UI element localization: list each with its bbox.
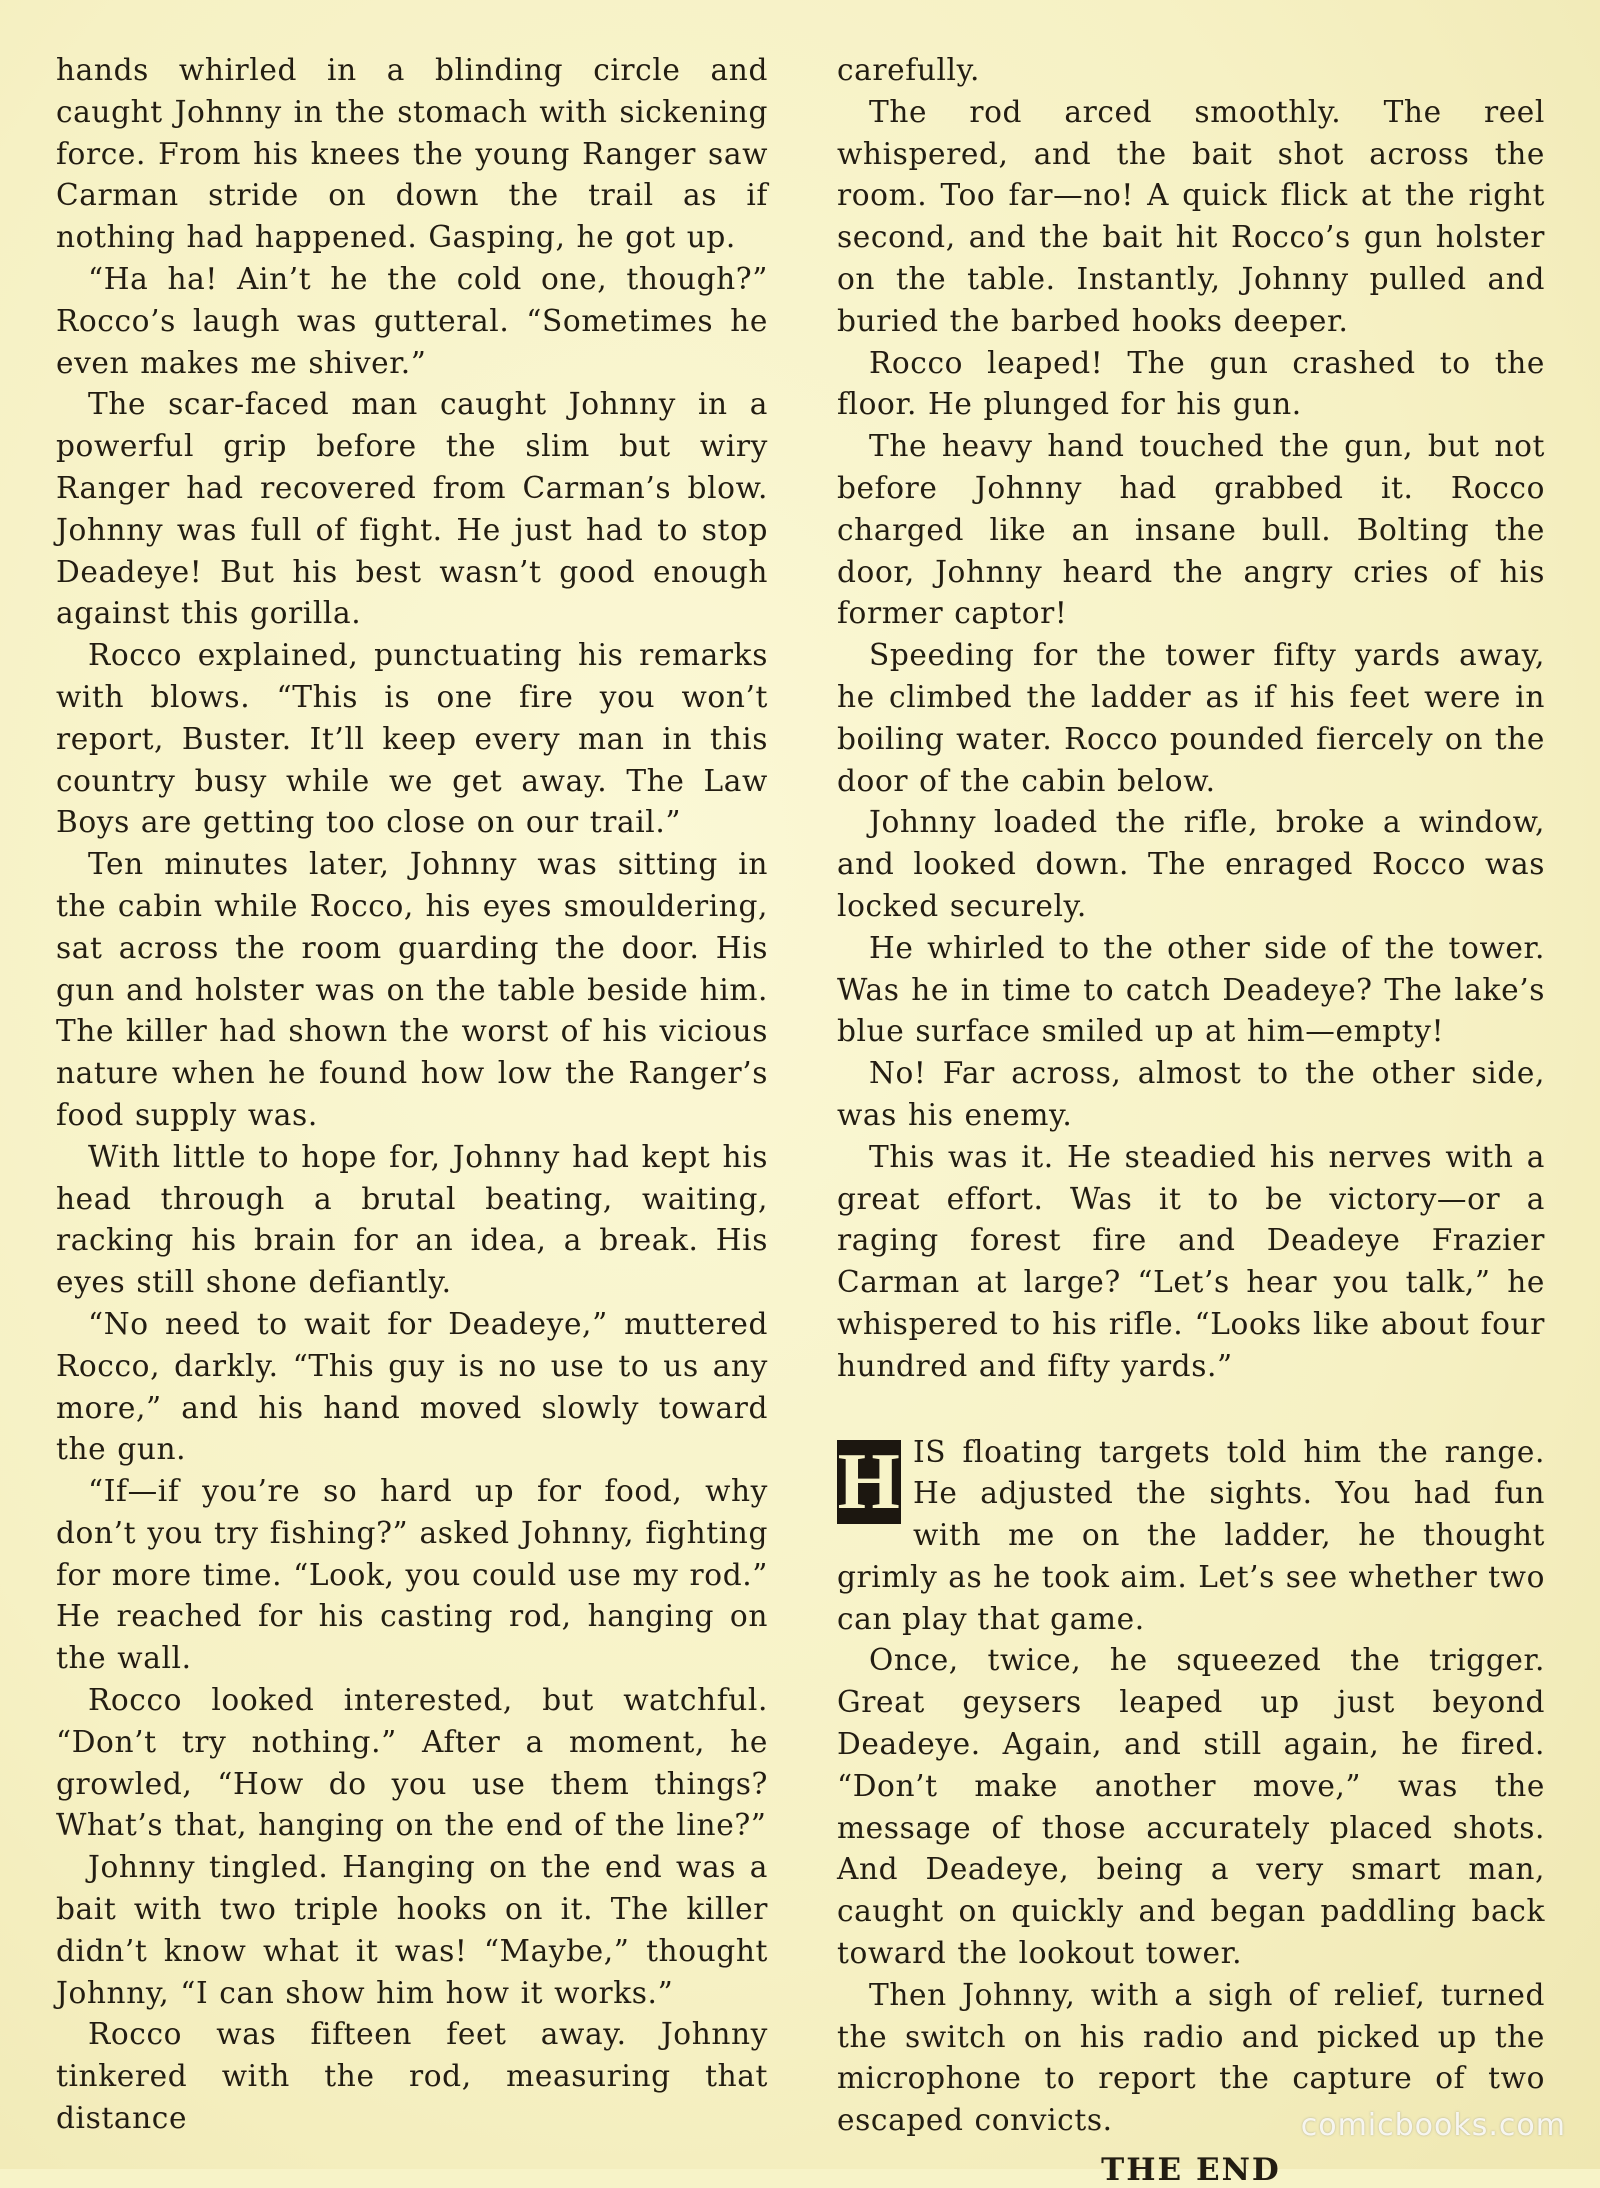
left-text-column — [56, 50, 768, 2140]
dropcap-paragraph — [837, 1432, 1545, 1641]
paragraph: Rocco looked interested, but watchful. “Don’t try nothing.” After a moment, he growled, “How do you use them things? What’s that, hanging on the end of the line?” — [56, 1683, 768, 1843]
paragraph: This was it. He steadied his nerves with a great effort. Was it to be victory—or a raging forest fire and Deadeye Frazier Carman at large? “Let’s hear you talk,” he whispered to his rifle. “Looks like about four hundred and fifty yards.” — [837, 1139, 1545, 1383]
dropcap-paragraph-text: IS floating targets told him the range. He adjusted the sights. You had fun with me on the ladder, he thought grimly as he took aim. Let’s see whether two can play that game. — [837, 1434, 1545, 1636]
site-watermark: comicbooks.com — [1300, 2108, 1566, 2143]
paragraph: Johnny loaded the rifle, broke a window, and looked down. The enraged Rocco was locked securely. — [837, 805, 1545, 923]
paragraph: The heavy hand touched the gun, but not before Johnny had grabbed it. Rocco charged like an insane bull. Bolting the door, Johnny heard the angry cries of his former captor! — [837, 429, 1545, 631]
paragraph: hands whirled in a blinding circle and caught Johnny in the stomach with sickening force. From his knees the young Ranger saw Carman stride on down the trail as if nothing had happened. Gasping, he got up. — [56, 53, 768, 255]
paragraph: Rocco leaped! The gun crashed to the floor. He plunged for his gun. — [837, 345, 1545, 422]
paragraph: Rocco explained, punctuating his remarks with blows. “This is one fire you won’t report, Buster. It’ll keep every man in this country busy while we get away. The Law Boys are getting too close on our trail.” — [56, 638, 768, 840]
paragraph: With little to hope for, Johnny had kept his head through a brutal beating, waiting, racking his brain for an idea, a break. His eyes still shone defiantly. — [56, 1139, 768, 1300]
paragraph: No! Far across, almost to the other side, was his enemy. — [837, 1056, 1545, 1132]
paragraph: The rod arced smoothly. The reel whispered, and the bait shot across the room. Too far—no! A quick flick at the right second, and the bait hit Rocco’s gun holster on the table. Instantly, Johnny pulled and buried the barbed hooks deeper. — [837, 94, 1545, 338]
paragraph: Ten minutes later, Johnny was sitting in the cabin while Rocco, his eyes smouldering, sat across the room guarding the door. His gun and holster was on the table beside him. The killer had shown the worst of his vicious nature when he found how low the Ranger’s food supply was. — [56, 847, 768, 1132]
paragraph: Speeding for the tower fifty yards away, he climbed the ladder as if his feet were in boiling water. Rocco pounded fiercely on the door of the cabin below. — [837, 638, 1545, 798]
paragraph: Johnny tingled. Hanging on the end was a bait with two triple hooks on it. The killer didn’t know what it was! “Maybe,” thought Johnny, “I can show him how it works.” — [56, 1850, 768, 2010]
paragraph: “Ha ha! Ain’t he the cold one, though?” Rocco’s laugh was gutteral. “Sometimes he even makes me shiver.” — [56, 261, 768, 380]
paragraph: “No need to wait for Deadeye,” muttered Rocco, darkly. “This guy is no use to us any more,” and his hand moved slowly toward the gun. — [56, 1306, 768, 1467]
paragraph: He whirled to the other side of the tower. Was he in time to catch Deadeye? The lake’s blue surface smiled up at him—empty! — [837, 930, 1545, 1049]
section-break — [837, 1388, 1545, 1432]
paragraph: The scar-faced man caught Johnny in a powerful grip before the slim but wiry Ranger had recovered from Carman’s blow. Johnny was full of fight. He just had to stop Deadeye! But his best wasn’t good enough against this gorilla. — [56, 387, 768, 631]
the-end-label: THE END — [1101, 2152, 1281, 2188]
drop-cap-letter: H — [837, 1437, 901, 1526]
paragraph: “If—if you’re so hard up for food, why don’t you try fishing?” asked Johnny, fighting for more time. “Look, you could use my rod.” He reached for his casting rod, hanging on the wall. — [56, 1474, 768, 1676]
paragraph: Then Johnny, with a sigh of relief, turned the switch on his radio and picked up the microphone to report the capture of two escaped convicts. — [837, 1977, 1545, 2138]
paragraph: Rocco was fifteen feet away. Johnny tinkered with the rod, measuring that distance — [56, 2017, 768, 2136]
paragraph: Once, twice, he squeezed the trigger. Great geysers leaped up just beyond Deadeye. Again, and still again, he fired. “Don’t make another move,” was the message of those accurately placed shots. And Deadeye, being a very smart man, caught on quickly and began paddling back toward the lookout tower. — [837, 1643, 1545, 1971]
right-text-column — [837, 50, 1545, 2188]
paragraph: carefully. — [837, 53, 981, 87]
